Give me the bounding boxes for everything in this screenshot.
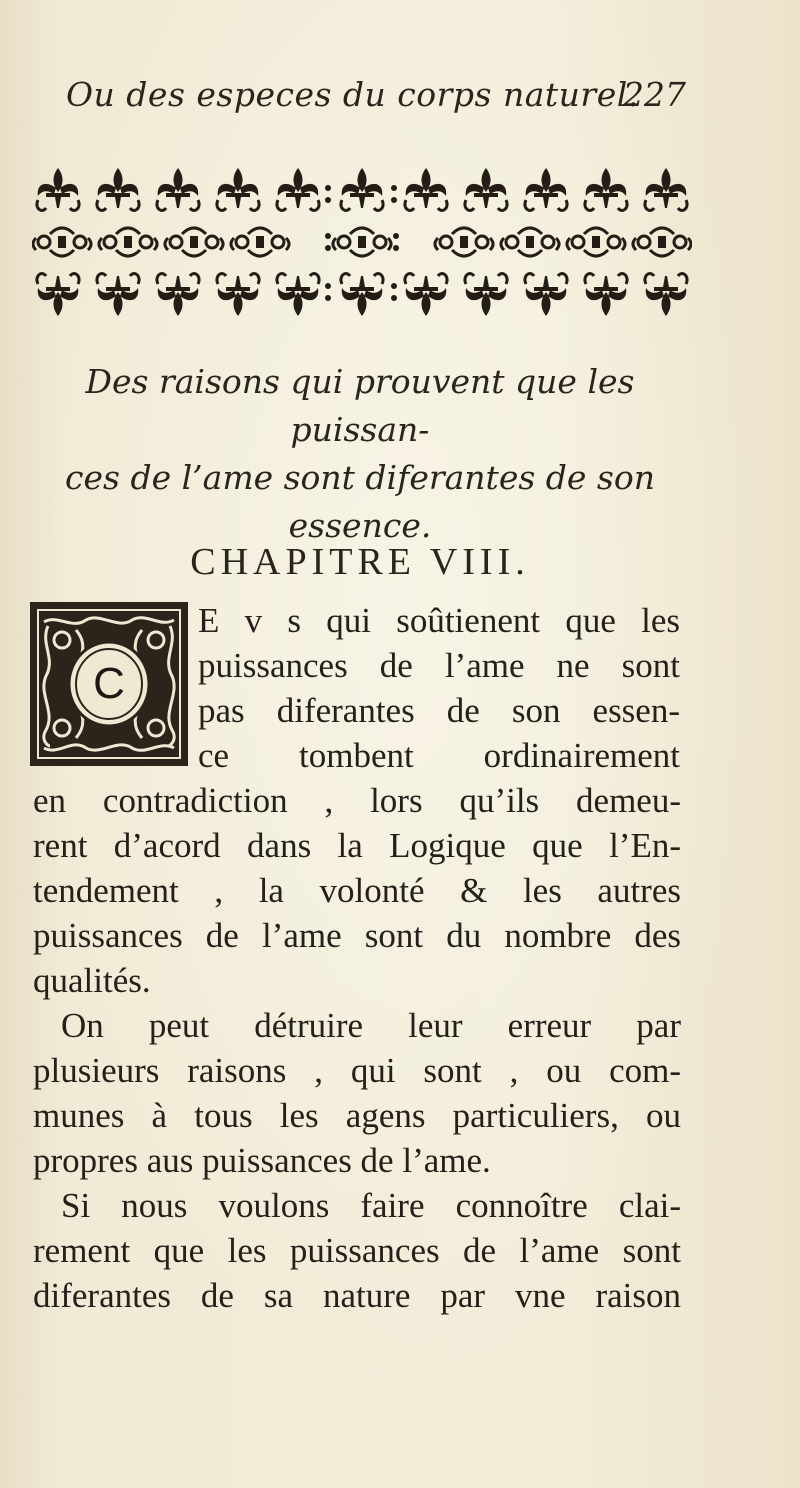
section-heading-line: essence.	[288, 506, 432, 545]
text-line: pas diferantes de son essen-	[198, 691, 680, 730]
running-head	[66, 70, 686, 120]
drop-cap-letter: C	[93, 659, 125, 708]
text-line: puissances de l’ame sont du nombre des	[33, 916, 681, 955]
text-line: plusieurs raisons , qui sont , ou com-	[33, 1051, 681, 1090]
intro-paragraph	[198, 598, 680, 778]
text-line: munes à tous les agens particuliers, ou	[33, 1096, 681, 1135]
text-line: ce tombent ordinairement	[198, 736, 680, 775]
drop-cap	[28, 600, 190, 768]
text-line: qualités.	[33, 961, 151, 1000]
fleur-de-lis-ornament-icon	[32, 158, 692, 328]
text-line: rement que les puissances de l’ame sont	[33, 1231, 681, 1270]
text-line: en contradiction , lors qu’ils demeu-	[33, 781, 681, 820]
running-title: Ou des especes du corps naturel.	[66, 75, 639, 114]
section-heading	[30, 358, 690, 550]
body-paragraphs	[33, 778, 681, 1318]
page-number: 227	[623, 75, 686, 114]
text-line: On peut détruire leur erreur par	[61, 1006, 681, 1045]
text-line: rent d’acord dans la Logique que l’En-	[33, 826, 681, 865]
text-line: tendement , la volonté & les autres	[33, 871, 681, 910]
section-heading-line: Des raisons qui prouvent que les puissan-	[85, 362, 635, 449]
chapter-heading: CHAPITRE VIII.	[190, 541, 530, 583]
text-line: Si nous voulons faire connoître clai-	[61, 1186, 681, 1225]
text-line: puissances de l’ame ne sont	[198, 646, 680, 685]
text-line: propres aus puissances de l’ame.	[33, 1141, 491, 1180]
text-line: diferantes de sa nature par vne raison	[33, 1276, 681, 1315]
section-heading-line: ces de l’ame sont diferantes de son	[65, 458, 655, 497]
text-line: E v s qui soûtienent que les	[198, 601, 680, 640]
